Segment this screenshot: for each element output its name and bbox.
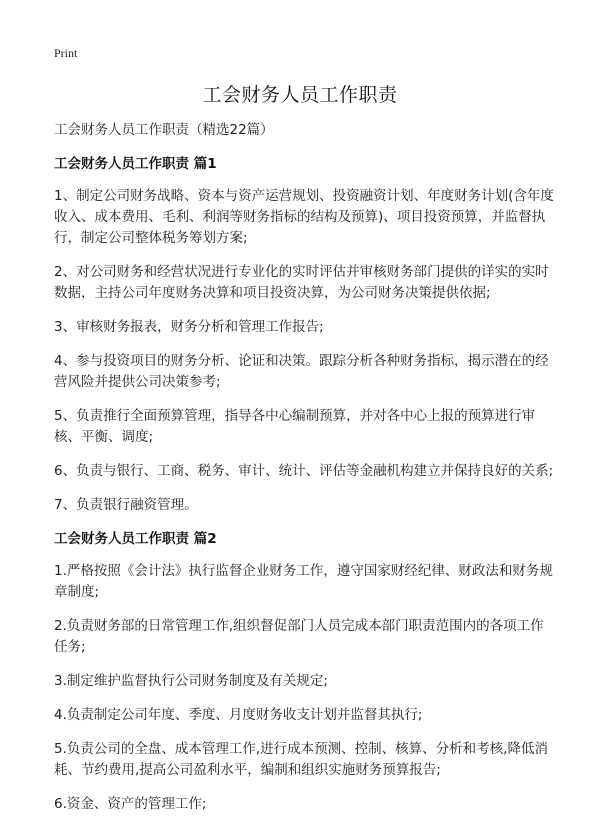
paragraph: 3、审核财务报表，财务分析和管理工作报告;	[54, 319, 324, 335]
paragraph: 1.严格按照《会计法》执行监督企业财务工作，遵守国家财经纪律、财政法和财务规章制度;	[54, 563, 553, 600]
section-2	[54, 529, 554, 815]
paragraph: 5.负责公司的全盘、成本管理工作,进行成本预测、控制、核算、分析和考核,降低消耗、节约费用,提高公司盈利水平，编制和组织实施财务预算报告;	[54, 741, 548, 778]
paragraph: 2.负责财务部的日常管理工作,组织督促部门人员完成本部门职责范围内的各项工作任务;	[54, 618, 544, 655]
section-1	[54, 154, 554, 516]
paragraph: 6.资金、资产的管理工作;	[54, 796, 207, 812]
document-subtitle: 工会财务人员工作职责（精选22篇）	[54, 122, 274, 138]
paragraph: 4.负责制定公司年度、季度、月度财务收支计划并监督其执行;	[54, 707, 423, 723]
document-body	[54, 120, 554, 828]
paragraph: 6、负责与银行、工商、税务、审计、统计、评估等金融机构建立并保持良好的关系;	[54, 463, 554, 479]
paragraph: 3.制定维护监督执行公司财务制度及有关规定;	[54, 673, 328, 689]
paragraph: 2、对公司财务和经营状况进行专业化的实时评估并审核财务部门提供的详实的实时数据，主持公司年度财务决算和项目投资决算，为公司财务决策提供依据;	[54, 264, 549, 301]
print-label: Print	[54, 46, 78, 60]
paragraph: 4、参与投资项目的财务分析、论证和决策。跟踪分析各种财务指标，揭示潜在的经营风险并提供公司决策参考;	[54, 353, 549, 390]
paragraph: 5、负责推行全面预算管理，指导各中心编制预算，并对各中心上报的预算进行审核、平衡、调度;	[54, 408, 536, 445]
paragraph: 7、负责银行融资管理。	[54, 497, 198, 513]
paragraph: 1、制定公司财务战略、资本与资产运营规划、投资融资计划、年度财务计划(含年度收入、成本费用、毛利、利润等财务指标的结构及预算)、项目投资预算，并监督执行，制定公司整体税务筹划方案;	[54, 188, 554, 246]
section-heading: 工会财务人员工作职责 篇1	[54, 156, 217, 172]
section-heading: 工会财务人员工作职责 篇2	[54, 531, 217, 547]
document-title: 工会财务人员工作职责	[202, 84, 398, 106]
